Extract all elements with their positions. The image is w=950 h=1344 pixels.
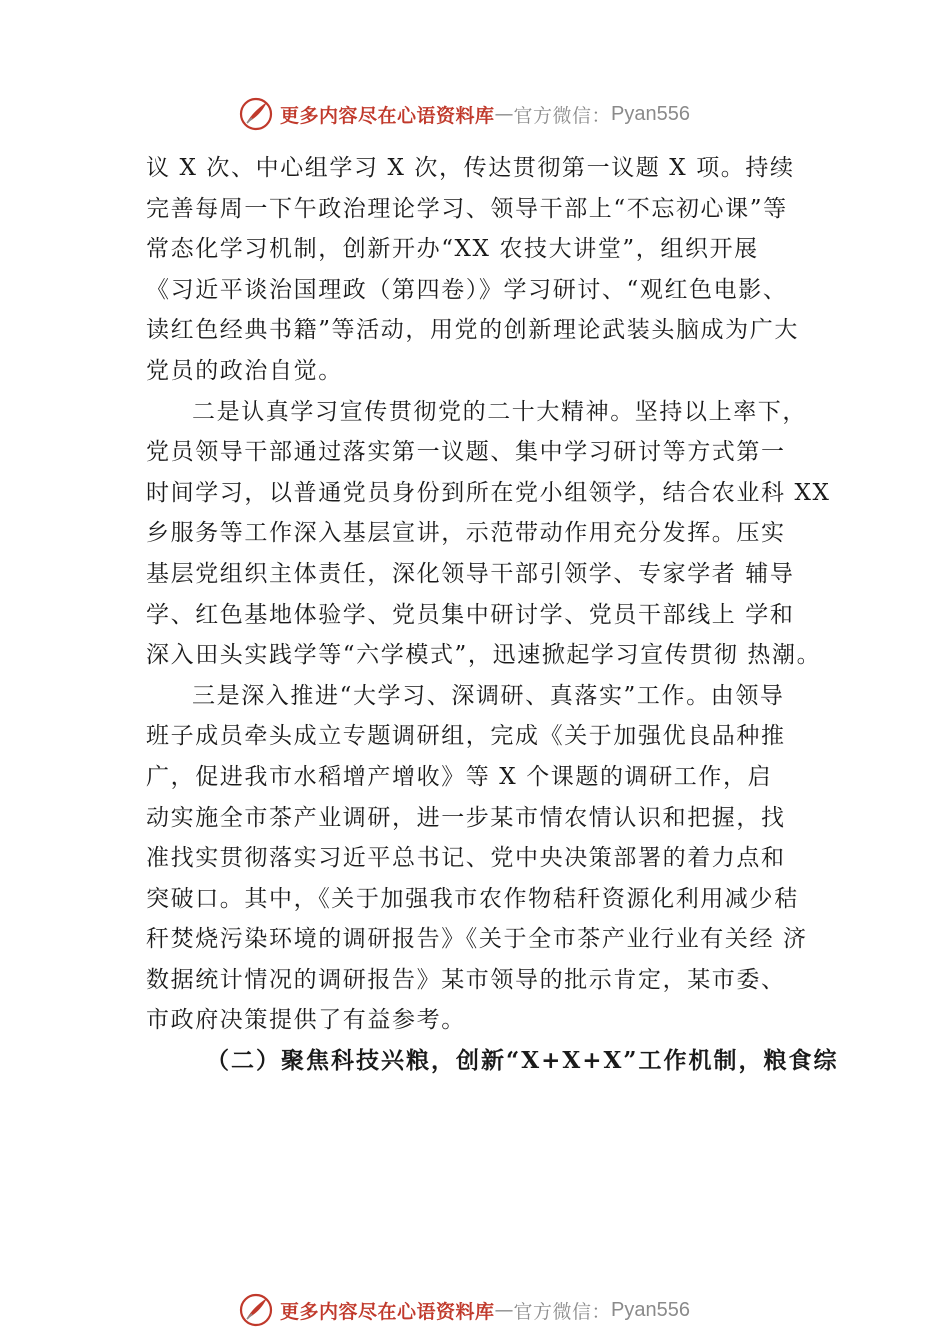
text-line: 学、红色基地体验学、党员集中研讨学、党员干部线上 学和 xyxy=(146,601,795,628)
text-line: 准找实贯彻落实习近平总书记、党中央决策部署的着力点和 xyxy=(146,845,786,872)
text-line: 班子成员牵头成立专题调研组，完成《关于加强优良品种推 xyxy=(146,723,786,750)
banner-dash: — xyxy=(494,103,514,125)
banner-wechat-id: Pyan556 xyxy=(611,102,690,125)
text-line: 突破口。其中，《关于加强我市农作物秸秆资源化利用减少秸 xyxy=(146,885,799,912)
text-line: 常态化学习机制，创新开办“XX 农技大讲堂”，组织开展 xyxy=(146,236,759,263)
text-line: 党员领导干部通过落实第一议题、集中学习研讨等方式第一 xyxy=(146,439,786,466)
header-banner xyxy=(238,94,690,134)
text-line: 深入田头实践学等“六学模式”，迅速掀起学习宣传贯彻 热潮。 xyxy=(146,642,822,669)
text-line: 读红色经典书籍”等活动，用党的创新理论武装头脑成为广大 xyxy=(146,317,799,344)
banner-wechat-label: 官方微信： xyxy=(513,104,612,127)
banner-dash: — xyxy=(494,1299,514,1321)
paragraph-start-line: 三是深入推进“大学习、深调研、真落实”工作。由领导 xyxy=(192,682,785,709)
paragraph-start-line: 二是认真学习宣传贯彻党的二十大精神。坚持以上率下， xyxy=(192,398,807,425)
banner-wechat-label: 官方微信： xyxy=(513,1300,612,1323)
banner-wechat-id: Pyan556 xyxy=(611,1298,690,1321)
footer-banner xyxy=(238,1290,690,1330)
text-line: 完善每周一下午政治理论学习、领导干部上“不忘初心课”等 xyxy=(146,195,788,222)
banner-title: 更多内容尽在心语资料库 xyxy=(280,1300,495,1323)
text-line: 广，促进我市水稻增产增收》等 X 个课题的调研工作，启 xyxy=(146,763,773,790)
document-body xyxy=(146,148,846,1082)
section-heading: （二）聚焦科技兴粮，创新“X+X+X”工作机制，粮食综 xyxy=(206,1047,839,1075)
text-line: 党员的政治自觉。 xyxy=(146,357,343,384)
text-line: 乡服务等工作深入基层宣讲，示范带动作用充分发挥。压实 xyxy=(146,520,786,547)
text-line: 基层党组织主体责任，深化领导干部引领学、专家学者 辅导 xyxy=(146,560,795,587)
text-line: 秆焚烧污染环境的调研报告》《关于全市茶产业行业有关经 济 xyxy=(146,926,808,953)
text-line: 时间学习，以普通党员身份到所在党小组领学，结合农业科 XX xyxy=(146,479,831,506)
text-line: 数据统计情况的调研报告》某市领导的批示肯定，某市委、 xyxy=(146,966,786,993)
text-line: 议 X 次、中心组学习 X 次，传达贯彻第一议题 X 项。持续 xyxy=(146,155,795,181)
quill-logo-icon xyxy=(238,1292,274,1328)
quill-logo-icon xyxy=(238,96,274,132)
text-line: 市政府决策提供了有益参考。 xyxy=(146,1007,466,1034)
text-line: 动实施全市茶产业调研，进一步某市情农情认识和把握，找 xyxy=(146,804,786,831)
banner-title: 更多内容尽在心语资料库 xyxy=(280,104,495,127)
text-line: 《习近平谈治国理政（第四卷）》学习研讨、“观红色电影、 xyxy=(146,276,788,303)
